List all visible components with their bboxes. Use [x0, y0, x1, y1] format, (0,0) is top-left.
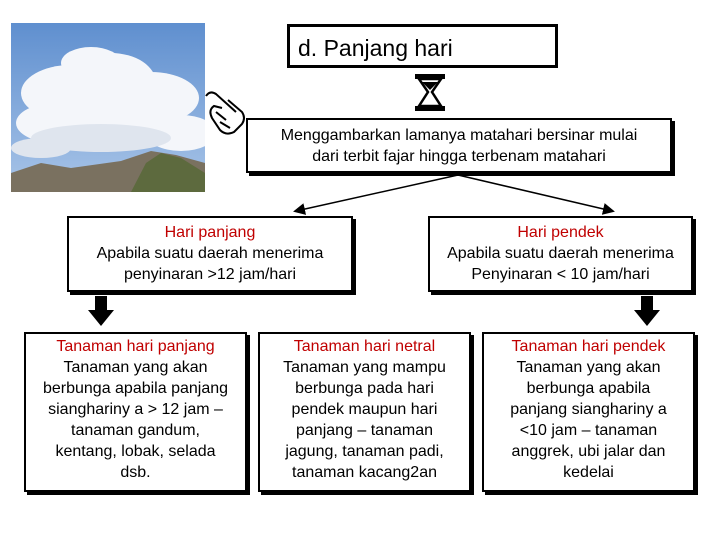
- short-day-plant-box: [482, 332, 695, 492]
- plant-line: tanaman kacang2an: [292, 464, 437, 481]
- plant-line: dsb.: [120, 464, 151, 481]
- arrow-to-long-day: [296, 175, 458, 211]
- neutral-day-plant-box: [258, 332, 471, 492]
- long-day-line: Apabila suatu daerah menerima: [96, 245, 324, 262]
- plant-line: berbunga apabila: [526, 380, 651, 397]
- plant-line: berbunga pada hari: [295, 380, 434, 397]
- hourglass-icon: [415, 74, 445, 111]
- short-day-heading: Hari pendek: [517, 224, 604, 241]
- plant-line: Tanaman yang mampu: [283, 359, 446, 376]
- plant-line: panjang – tanaman: [296, 422, 433, 439]
- plant-line: anggrek, ubi jalar dan: [511, 443, 666, 460]
- arrow-to-short-day: [458, 175, 612, 211]
- plant-line: kedelai: [563, 464, 614, 481]
- long-day-heading: Hari panjang: [164, 224, 256, 241]
- short-day-box: [428, 216, 693, 292]
- long-day-box: [67, 216, 353, 292]
- short-day-line: Penyinaran < 10 jam/hari: [471, 266, 650, 283]
- plant-line: berbunga apabila panjang: [42, 380, 229, 397]
- plant-line: Tanaman yang akan: [63, 359, 208, 376]
- page-title: d. Panjang hari: [298, 35, 453, 61]
- down-arrow-icon: [88, 296, 114, 326]
- description-box: [246, 118, 672, 173]
- plant-line: sianghariny a > 12 jam –: [48, 401, 223, 418]
- plant-heading: Tanaman hari pendek: [511, 338, 666, 355]
- down-arrow-icon: [634, 296, 660, 326]
- plant-line: <10 jam – tanaman: [519, 422, 658, 439]
- plant-line: tanaman gandum,: [71, 422, 200, 439]
- plant-line: panjang sianghariny a: [510, 401, 667, 418]
- plant-heading: Tanaman hari netral: [293, 338, 436, 355]
- plant-line: pendek maupun hari: [291, 401, 438, 418]
- plant-line: kentang, lobak, selada: [55, 443, 216, 460]
- description-line: dari terbit fajar hingga terbenam matahari: [312, 148, 606, 165]
- plant-line: jagung, tanaman padi,: [285, 443, 444, 460]
- short-day-line: Apabila suatu daerah menerima: [447, 245, 674, 262]
- title-box: [287, 24, 558, 68]
- plant-line: Tanaman yang akan: [516, 359, 661, 376]
- long-day-line: penyinaran >12 jam/hari: [123, 266, 297, 283]
- pointing-hand-icon: [206, 92, 244, 133]
- plant-heading: Tanaman hari panjang: [56, 338, 215, 355]
- description-line: Menggambarkan lamanya matahari bersinar mulai: [280, 127, 638, 144]
- long-day-plant-box: [24, 332, 247, 492]
